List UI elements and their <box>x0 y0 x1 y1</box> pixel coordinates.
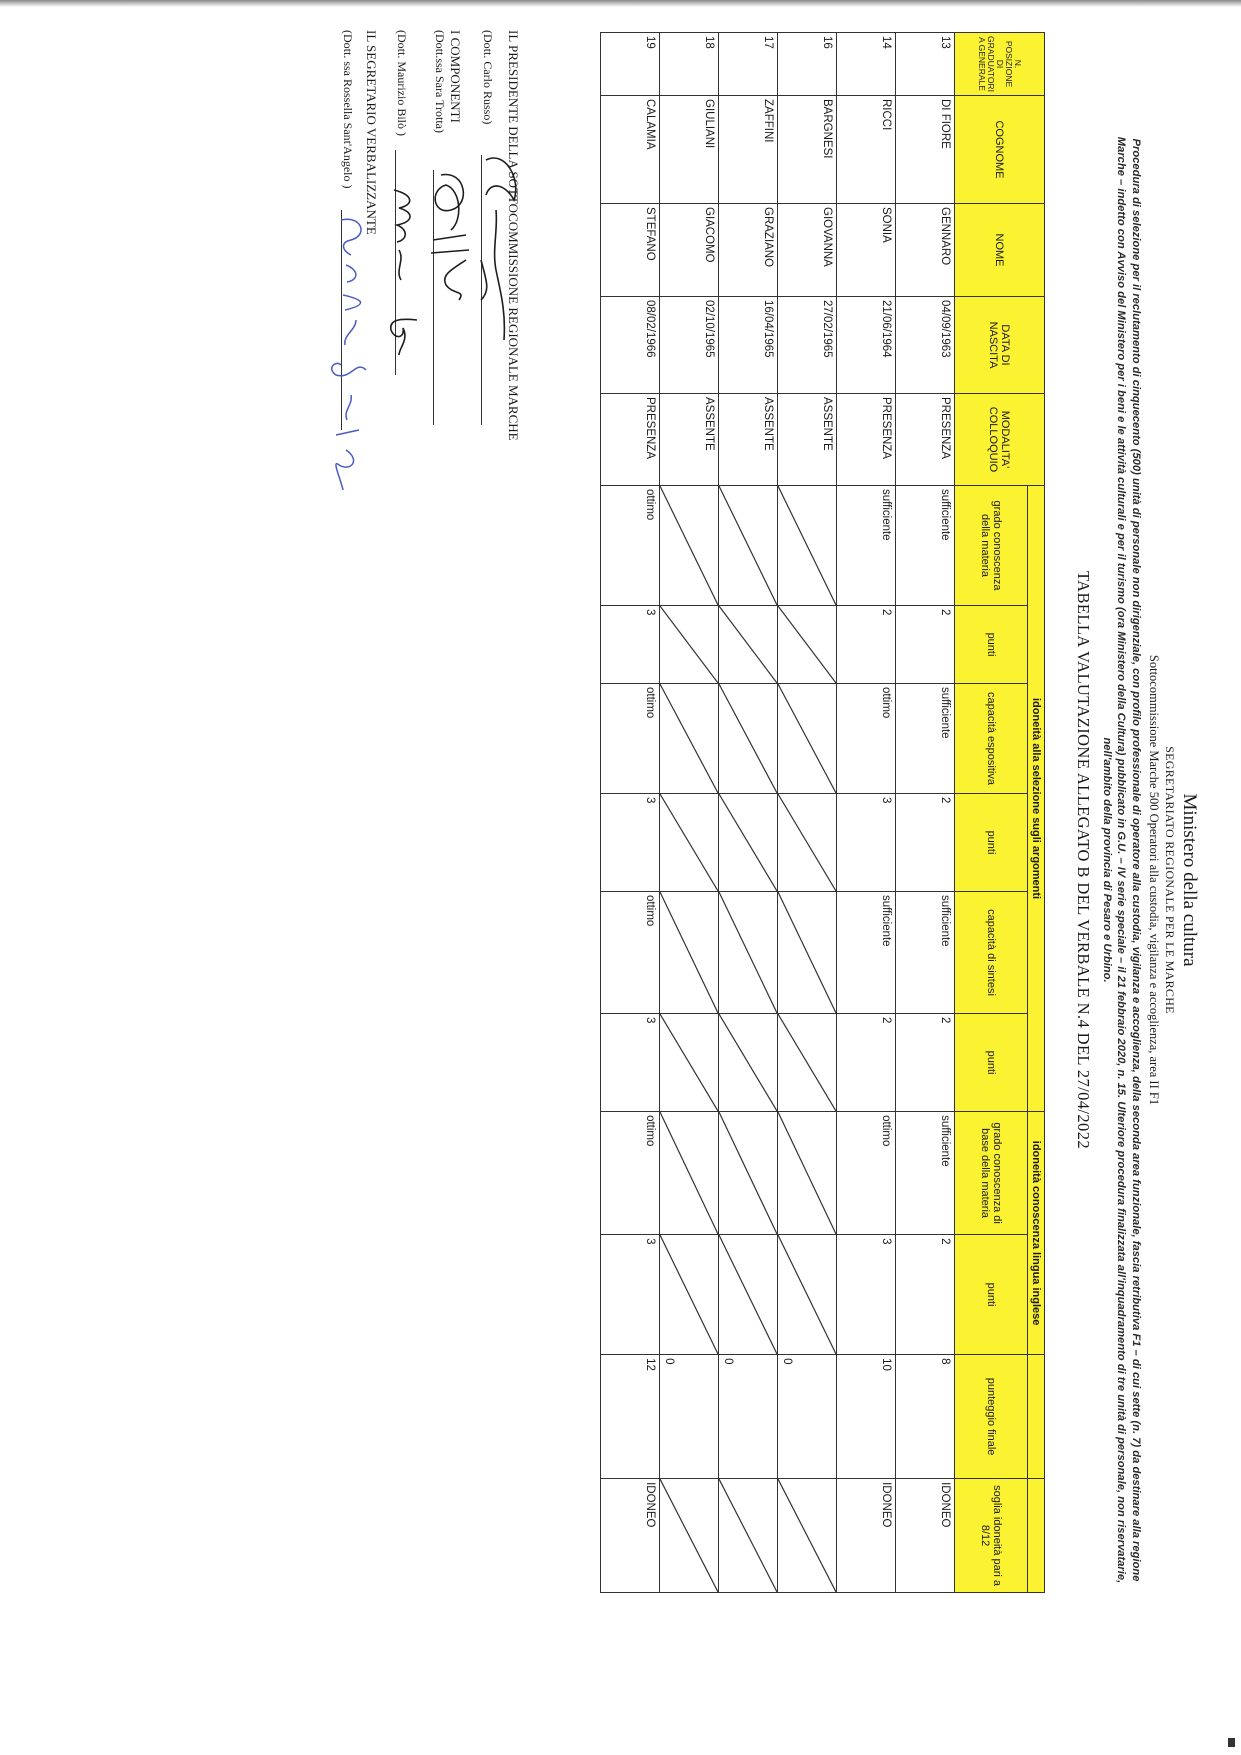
points-cell: 2 <box>896 1235 955 1355</box>
name-cell: STEFANO <box>601 204 660 297</box>
strike-mark <box>719 794 777 891</box>
name-cell: GIOVANNA <box>778 204 837 297</box>
birth-date-cell: 02/10/1965 <box>660 297 719 394</box>
members-title: I COMPONENTI <box>448 30 463 123</box>
procedure-line: Procedura di selezione per il reclutamento di cinquecento (500) unità di personale non dirigenziale, con profilo professionale di operatore alla custodia, vigilanza e accoglienza, della seconda area funzionale, fascia retributiva F1 – di cui sette (n. 7) da destinare alla regione <box>1130 138 1142 1582</box>
col-points: punti <box>955 606 1028 684</box>
strike-mark <box>778 794 836 891</box>
synthesis-cell <box>778 892 837 1014</box>
points-cell <box>719 606 778 684</box>
strike-mark <box>778 486 836 605</box>
threshold-cell <box>660 1479 719 1593</box>
points-cell <box>719 1014 778 1112</box>
strike-mark <box>778 606 836 683</box>
table-row <box>660 33 719 1593</box>
col-mode: MODALITA' COLLOQUIO <box>955 394 1045 486</box>
table-row <box>837 33 896 1593</box>
col-exposition: capacità espositiva <box>955 684 1028 794</box>
mode-cell: PRESENZA <box>896 394 955 486</box>
exposition-cell <box>719 684 778 794</box>
strike-mark <box>660 1235 718 1354</box>
strike-mark <box>719 892 777 1013</box>
points-cell: 3 <box>601 606 660 684</box>
member2-signature-icon <box>379 180 429 380</box>
points-cell: 2 <box>837 1014 896 1112</box>
col-threshold: soglia idoneità pari a 8/12 <box>955 1479 1028 1593</box>
table-row <box>778 33 837 1593</box>
points-cell <box>719 1235 778 1355</box>
subject-knowledge-cell: sufficiente <box>896 486 955 606</box>
table-row <box>719 33 778 1593</box>
table-body <box>601 33 955 1593</box>
points-cell <box>660 606 719 684</box>
strike-mark <box>660 1014 718 1111</box>
ministry-title: Ministero della cultura <box>1179 793 1200 967</box>
member2-name: (Dott. Maurizio Bilò ) <box>395 30 409 136</box>
table-title: TABELLA VALUTAZIONE ALLEGATO B DEL VERBALE N.4 DEL 27/04/2022 <box>1074 571 1093 1149</box>
col-birth-date: DATA DI NASCITA <box>955 297 1045 394</box>
mode-cell: PRESENZA <box>601 394 660 486</box>
procedure-line: Marche – indetto con Avviso del Ministero per i beni e le attività culturali e per il turismo (ora Ministero della Cultura) pubblicato in G.U. – IV serie speciale – il 21 febbraio 2020, n. 15. Ulteriore procedura finalizzata all'inquadramento di tre unità di personale, non riservatarie, <box>1115 136 1128 1584</box>
exposition-cell: ottimo <box>837 684 896 794</box>
points-cell <box>719 794 778 892</box>
subject-knowledge-cell <box>719 486 778 606</box>
position-cell: 16 <box>778 33 837 96</box>
evaluation-table <box>600 32 1045 1593</box>
points-cell: 3 <box>837 1235 896 1355</box>
mode-cell: ASSENTE <box>660 394 719 486</box>
member1-name: (Dott.ssa Sara Trotta) <box>433 30 447 133</box>
procedure-description <box>1100 40 1144 1680</box>
exposition-cell <box>778 684 837 794</box>
position-cell: 14 <box>837 33 896 96</box>
points-cell: 3 <box>601 1014 660 1112</box>
group-arguments: idoneità alla selezione sugli argomenti <box>1028 486 1045 1112</box>
strike-mark <box>660 794 718 891</box>
birth-date-cell: 08/02/1966 <box>601 297 660 394</box>
secretary-name: (Dott. ssa Rossella Sant'Angelo ) <box>341 30 355 189</box>
points-cell <box>778 794 837 892</box>
points-cell: 2 <box>896 1014 955 1112</box>
synthesis-cell <box>660 892 719 1014</box>
strike-mark <box>719 486 777 605</box>
name-cell: GRAZIANO <box>719 204 778 297</box>
strike-mark <box>660 892 718 1013</box>
subject-knowledge-cell <box>778 486 837 606</box>
points-cell <box>778 606 837 684</box>
strike-mark <box>719 684 777 793</box>
mode-cell: ASSENTE <box>719 394 778 486</box>
english-knowledge-cell: ottimo <box>601 1112 660 1235</box>
member1-signature-icon <box>421 160 481 340</box>
strike-mark <box>660 606 718 683</box>
name-cell: SONIA <box>837 204 896 297</box>
points-cell: 2 <box>896 794 955 892</box>
mode-cell: PRESENZA <box>837 394 896 486</box>
english-knowledge-cell: ottimo <box>837 1112 896 1235</box>
table-row <box>601 33 660 1593</box>
final-score-cell: 8 <box>896 1355 955 1479</box>
name-cell: GIACOMO <box>660 204 719 297</box>
threshold-cell: IDONEO <box>837 1479 896 1593</box>
points-cell <box>778 1014 837 1112</box>
synthesis-cell: sufficiente <box>896 892 955 1014</box>
col-points: punti <box>955 1014 1028 1112</box>
synthesis-cell: ottimo <box>601 892 660 1014</box>
birth-date-cell: 16/04/1965 <box>719 297 778 394</box>
col-position: N. POSIZIONE DI GRADUATORI A GENERALE <box>955 33 1045 96</box>
strike-mark <box>660 684 718 793</box>
exposition-cell: sufficiente <box>896 684 955 794</box>
strike-mark <box>778 1479 836 1592</box>
surname-cell: RICCI <box>837 96 896 204</box>
birth-date-cell: 27/02/1965 <box>778 297 837 394</box>
name-cell: GENNARO <box>896 204 955 297</box>
exposition-cell: ottimo <box>601 684 660 794</box>
position-cell: 17 <box>719 33 778 96</box>
strike-mark <box>660 1112 718 1234</box>
subject-knowledge-cell <box>660 486 719 606</box>
position-cell: 19 <box>601 33 660 96</box>
threshold-cell: IDONEO <box>896 1479 955 1593</box>
secretary-signature-icon <box>321 210 381 510</box>
points-cell: 2 <box>837 606 896 684</box>
threshold-cell <box>719 1479 778 1593</box>
final-score-cell: 0 <box>660 1355 719 1479</box>
english-knowledge-cell <box>719 1112 778 1235</box>
surname-cell: CALAMIA <box>601 96 660 204</box>
procedure-line: nell'ambito della provincia di Pesaro e Urbino. <box>1101 737 1113 983</box>
col-english-knowledge: grado conoscenza di base della materia <box>955 1112 1028 1235</box>
synthesis-cell: sufficiente <box>837 892 896 1014</box>
president-title: IL PRESIDENTE DELLA SOTTOCOMMISSIONE REGIONALE MARCHE <box>506 30 521 441</box>
synthesis-cell <box>719 892 778 1014</box>
surname-cell: GIULIANI <box>660 96 719 204</box>
surname-cell: ZAFFINI <box>719 96 778 204</box>
points-cell <box>778 1235 837 1355</box>
strike-mark <box>719 1479 777 1592</box>
final-score-cell: 10 <box>837 1355 896 1479</box>
mode-cell: ASSENTE <box>778 394 837 486</box>
strike-mark <box>719 1014 777 1111</box>
surname-cell: DI FIORE <box>896 96 955 204</box>
birth-date-cell: 21/06/1964 <box>837 297 896 394</box>
points-cell <box>660 1014 719 1112</box>
strike-mark <box>719 1235 777 1354</box>
points-cell: 3 <box>601 794 660 892</box>
subject-knowledge-cell: ottimo <box>601 486 660 606</box>
office-title: SEGRETARIATO REGIONALE PER LE MARCHE <box>1163 746 1177 1014</box>
points-cell: 2 <box>896 606 955 684</box>
col-subject-knowledge: grado conoscenza della materia <box>955 486 1028 606</box>
threshold-cell <box>778 1479 837 1593</box>
group-english: idoneità conoscenza lingua inglese <box>1028 1112 1045 1355</box>
subcommission-title: Sottocommissione Marche 500 Operatori alla custodia, vigilanza e accoglienza, area II F1 <box>1147 654 1161 1106</box>
secretary-title: IL SEGRETARIO VERBALIZZANTE <box>364 30 379 235</box>
strike-mark <box>778 892 836 1013</box>
col-surname: COGNOME <box>955 96 1045 204</box>
president-name: (Dott. Carlo Russo) <box>481 30 495 125</box>
strike-mark <box>660 1479 718 1592</box>
group-blank <box>1028 1355 1045 1479</box>
points-cell <box>660 794 719 892</box>
strike-mark <box>778 684 836 793</box>
table-row <box>896 33 955 1593</box>
strike-mark <box>778 1235 836 1354</box>
english-knowledge-cell <box>778 1112 837 1235</box>
points-cell: 3 <box>601 1235 660 1355</box>
english-knowledge-cell: sufficiente <box>896 1112 955 1235</box>
position-cell: 13 <box>896 33 955 96</box>
surname-cell: BARGNESI <box>778 96 837 204</box>
points-cell: 3 <box>837 794 896 892</box>
col-final-score: punteggio finale <box>955 1355 1028 1479</box>
exposition-cell <box>660 684 719 794</box>
strike-mark <box>660 486 718 605</box>
final-score-cell: 12 <box>601 1355 660 1479</box>
birth-date-cell: 04/09/1963 <box>896 297 955 394</box>
col-name: NOME <box>955 204 1045 297</box>
group-blank <box>1028 1479 1045 1593</box>
position-cell: 18 <box>660 33 719 96</box>
col-synthesis: capacità di sintesi <box>955 892 1028 1014</box>
strike-mark <box>778 1014 836 1111</box>
subject-knowledge-cell: sufficiente <box>837 486 896 606</box>
threshold-cell: IDONEO <box>601 1479 660 1593</box>
points-cell <box>660 1235 719 1355</box>
final-score-cell: 0 <box>778 1355 837 1479</box>
col-points: punti <box>955 1235 1028 1355</box>
final-score-cell: 0 <box>719 1355 778 1479</box>
strike-mark <box>778 1112 836 1234</box>
strike-mark <box>719 606 777 683</box>
group-header-row <box>1028 33 1045 1593</box>
strike-mark <box>719 1112 777 1234</box>
signature-block <box>51 30 521 1030</box>
english-knowledge-cell <box>660 1112 719 1235</box>
col-points: punti <box>955 794 1028 892</box>
